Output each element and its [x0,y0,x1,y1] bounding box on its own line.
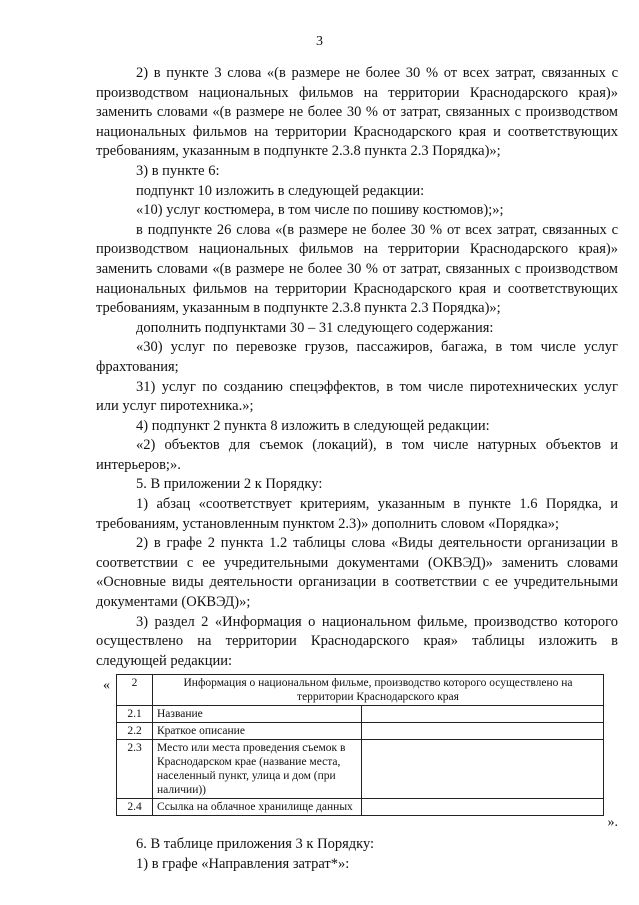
paragraph: 3) раздел 2 «Информация о национальном фильме, производство которого осуществлено на территории Краснодарского края» таблицы изложить в следующей редакции: [96,613,618,669]
header-text-cell: Информация о национальном фильме, производство которого осуществлено на территории Краснодарского края [153,675,604,706]
row-value-cell [362,706,604,723]
paragraph: 31) услуг по созданию спецэффектов, в том числе пиротехнических услуг или услуг пиротехника.»; [96,378,618,415]
row-value-cell [362,799,604,816]
table-row [117,799,604,816]
paragraph: подпункт 10 изложить в следующей редакции: [136,182,425,199]
paragraph: 5. В приложении 2 к Порядку: [136,476,323,493]
row-label-cell: Ссылка на облачное хранилище данных [153,799,362,816]
row-num-cell: 2.1 [117,706,153,723]
paragraph: «30) услуг по перевозке грузов, пассажиров, багажа, в том числе услуг фрахтования; [96,339,618,375]
row-num-cell: 2.4 [117,799,153,816]
paragraph: 4) подпункт 2 пункта 8 изложить в следующей редакции: [136,417,490,434]
row-label-cell: Название [153,706,362,723]
row-num-cell: 2.3 [117,740,153,799]
header-num-cell: 2 [117,675,153,706]
row-value-cell [362,723,604,740]
paragraph: «10) услуг костюмера, в том числе по пошиву костюмов);»; [136,202,504,219]
table-row [117,706,604,723]
paragraph: 1) в графе «Направления затрат*»: [136,856,350,872]
table-block [96,674,618,831]
paragraph: 6. В таблице приложения 3 к Порядку: [136,836,375,853]
paragraph: дополнить подпунктами 30 – 31 следующего содержания: [136,319,494,336]
page-number: 3 [316,34,323,49]
row-label-cell: Место или места проведения съемок в Краснодарском крае (название места, населенный пункт, улица и дом (при наличии)) [153,740,362,799]
table-row [117,740,604,799]
paragraph: 2) в пункте 3 слова «(в размере не более 30 % от всех затрат, связанных с производством национальных фильмов на территории Краснодарского края)» заменить словами «(в размере не более 30 % от затрат, связанных с производством национальных фильмов на территории Краснодарского края и соответствующих требованиям, указанным в подпункте 2.3.8 пункта 2.3 Порядка)»; [96,65,618,160]
table-close-quote: ». [607,815,618,831]
document-body [96,64,618,875]
paragraph: «2) объектов для съемок (локаций), в том числе натурных объектов и интерьеров;». [96,437,618,473]
paragraph: 1) абзац «соответствует критериям, указанным в пункте 1.6 Порядка, и требованиям, установленным пунктом 2.3)» дополнить словом «Порядка»; [96,496,618,532]
paragraph: 2) в графе 2 пункта 1.2 таблицы слова «Виды деятельности организации в соответствии с ее учредительными документами (ОКВЭД)» заменить словами «Основные виды деятельности организации в соответствии с ее учредительными документами (ОКВЭД)»; [96,535,618,611]
row-num-cell: 2.2 [117,723,153,740]
film-info-table [116,674,604,816]
paragraph: 3) в пункте 6: [136,162,220,179]
table-row [117,723,604,740]
table-open-quote: « [103,678,110,694]
table-header-row [117,675,604,706]
paragraph: в подпункте 26 слова «(в размере не более 30 % от всех затрат, связанных с производством национальных фильмов на территории Краснодарского края)» заменить словами «(в размере не более 30 % от затрат, связанных с производством национальных фильмов на территории Краснодарского края и соответствующих требованиям, указанным в подпункте 2.3.8 пункта 2.3 Порядка)»; [96,221,618,317]
row-value-cell [362,740,604,799]
row-label-cell: Краткое описание [153,723,362,740]
